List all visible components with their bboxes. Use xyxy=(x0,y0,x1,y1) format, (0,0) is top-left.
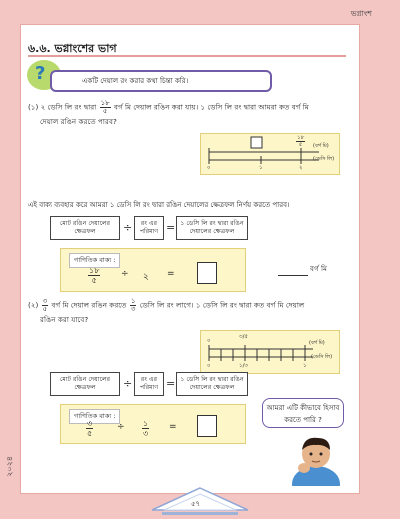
calc-1-answer-box[interactable] xyxy=(197,262,217,284)
number-line-2-bottom-0: ০ xyxy=(207,363,211,369)
question-2 xyxy=(28,298,348,327)
number-line-1-tick-2: ২ xyxy=(299,165,303,171)
question-1-fraction: $\frac{১৮}{৫}$ xyxy=(100,99,110,115)
eq2-result-box: ১ ডেসি লি রং দ্বারা রঙিন দেয়ালের ক্ষেত্রফল xyxy=(176,372,248,396)
calc-1-label: গাণিতিক বাক্য : xyxy=(69,253,120,268)
instruction-text: এই বাক্য ব্যবহার করে আমরা ১ ডেসি লি রং দ্বারা রঙিন দেয়ালের ক্ষেত্রফল নির্ণয় করতে পারব। xyxy=(28,201,290,209)
eq1-divide-sign: ÷ xyxy=(123,221,133,234)
calc-1-value: ২ xyxy=(143,272,149,282)
calc-panel-1 xyxy=(60,248,246,292)
note-box xyxy=(50,70,272,92)
note-text: একটি দেয়াল রং করার কথা চিন্তা করি। xyxy=(82,77,189,85)
eq1-equals-sign: = xyxy=(166,221,176,234)
calc-2-answer-box[interactable] xyxy=(197,415,217,437)
calc-2-fraction-1: ৩ ৫ xyxy=(87,419,93,438)
thinking-boy-icon xyxy=(290,434,346,486)
question-1-number: (১) xyxy=(28,102,39,112)
side-page-number: ২০২৪ xyxy=(5,456,14,477)
eq1-total-area-box: মোট রঙিন দেয়ালের ক্ষেত্রফল xyxy=(50,216,120,240)
question-1 xyxy=(28,100,346,129)
eq2-paint-amount-box: রং এর পরিমাণ xyxy=(134,372,164,396)
calc-panel-2 xyxy=(60,404,246,444)
footer-page-number: ৫৭ xyxy=(191,500,201,508)
eq2-divide-sign: ÷ xyxy=(123,377,133,390)
calc-2-op: ÷ xyxy=(117,422,125,432)
eq1-result-box: ১ ডেসি লি রং দ্বারা রঙিন দেয়ালের ক্ষেত্রফল xyxy=(176,216,248,240)
question-mark-icon: ? xyxy=(27,60,61,90)
number-line-2-bottom-2: ১ xyxy=(303,363,307,369)
calc-1-op: ÷ xyxy=(121,269,129,279)
question-2-number: (২) xyxy=(28,300,39,310)
running-head: ভগ্নাংশ xyxy=(350,9,372,18)
number-line-1-tick-0: ০ xyxy=(207,165,211,171)
section-rule xyxy=(28,55,346,57)
number-line-1-unit-top: (বর্গ মি) xyxy=(313,143,329,149)
question-2-fraction-1: $\frac{৩}{৫}$ xyxy=(42,297,48,313)
number-line-2-top-frac: ৩/৫ xyxy=(239,334,248,340)
number-line-2-svg xyxy=(201,331,341,375)
number-line-1-unit-bottom: (ডেসি লি) xyxy=(313,156,335,162)
section-title: ৬.৬. ভগ্নাংশের ভাগ xyxy=(28,42,117,55)
question-1-text-a: ২ ডেসি লি রং দ্বারা xyxy=(40,102,97,112)
calc-2-label: গাণিতিক বাক্য : xyxy=(69,409,120,424)
number-line-2 xyxy=(200,330,340,374)
question-2-fraction-2: $\frac{১}{৩}$ xyxy=(130,297,136,313)
calc-2-fraction-2: ১ ৩ xyxy=(143,419,149,438)
number-line-1-svg xyxy=(201,134,341,176)
number-line-1-tick-1: ১ xyxy=(259,165,263,171)
calc-1-equals: = xyxy=(167,269,175,279)
number-line-2-unit-top: (বর্গ মি) xyxy=(309,340,325,346)
calc-1-fraction: ১৮ ৫ xyxy=(89,266,100,285)
number-line-2-top-0: ০ xyxy=(207,338,211,344)
question-2-text-a: বর্গ মি দেয়াল রঙিন করতে xyxy=(51,300,127,310)
speech-bubble: আমরা এটি কীভাবে হিসাব করতে পারি ? xyxy=(262,398,344,428)
question-1-text-b: বর্গ মি দেয়াল রঙিন করা যায়। ১ ডেসি লি রং দ্বারা আমরা কত বর্গ মি xyxy=(113,102,309,112)
answer-blank-line[interactable] xyxy=(278,262,308,276)
footer-strip xyxy=(162,512,238,515)
number-line-1-top-fraction: ১৮ ৫ xyxy=(297,135,305,148)
answer-unit: বর্গ মি xyxy=(310,264,328,273)
number-line-1 xyxy=(200,133,340,175)
question-1-text-c: দেয়াল রঙিন করতে পারব? xyxy=(40,117,117,126)
eq2-equals-sign: = xyxy=(166,377,176,390)
number-line-2-unit-bottom: (ডেসি লি) xyxy=(311,354,333,360)
question-2-text-b: ডেসি লি রং লাগে। ১ ডেসি লি রং দ্বারা কত বর্গ মি দেয়াল xyxy=(139,300,305,310)
eq2-total-area-box: মোট রঙিন দেয়ালের ক্ষেত্রফল xyxy=(50,372,120,396)
eq1-paint-amount-box: রং এর পরিমাণ xyxy=(134,216,164,240)
question-2-text-c: রঙিন করা যাবে? xyxy=(40,315,89,324)
calc-2-equals: = xyxy=(169,422,177,432)
number-line-2-bottom-1: ১/৩ xyxy=(239,363,248,369)
